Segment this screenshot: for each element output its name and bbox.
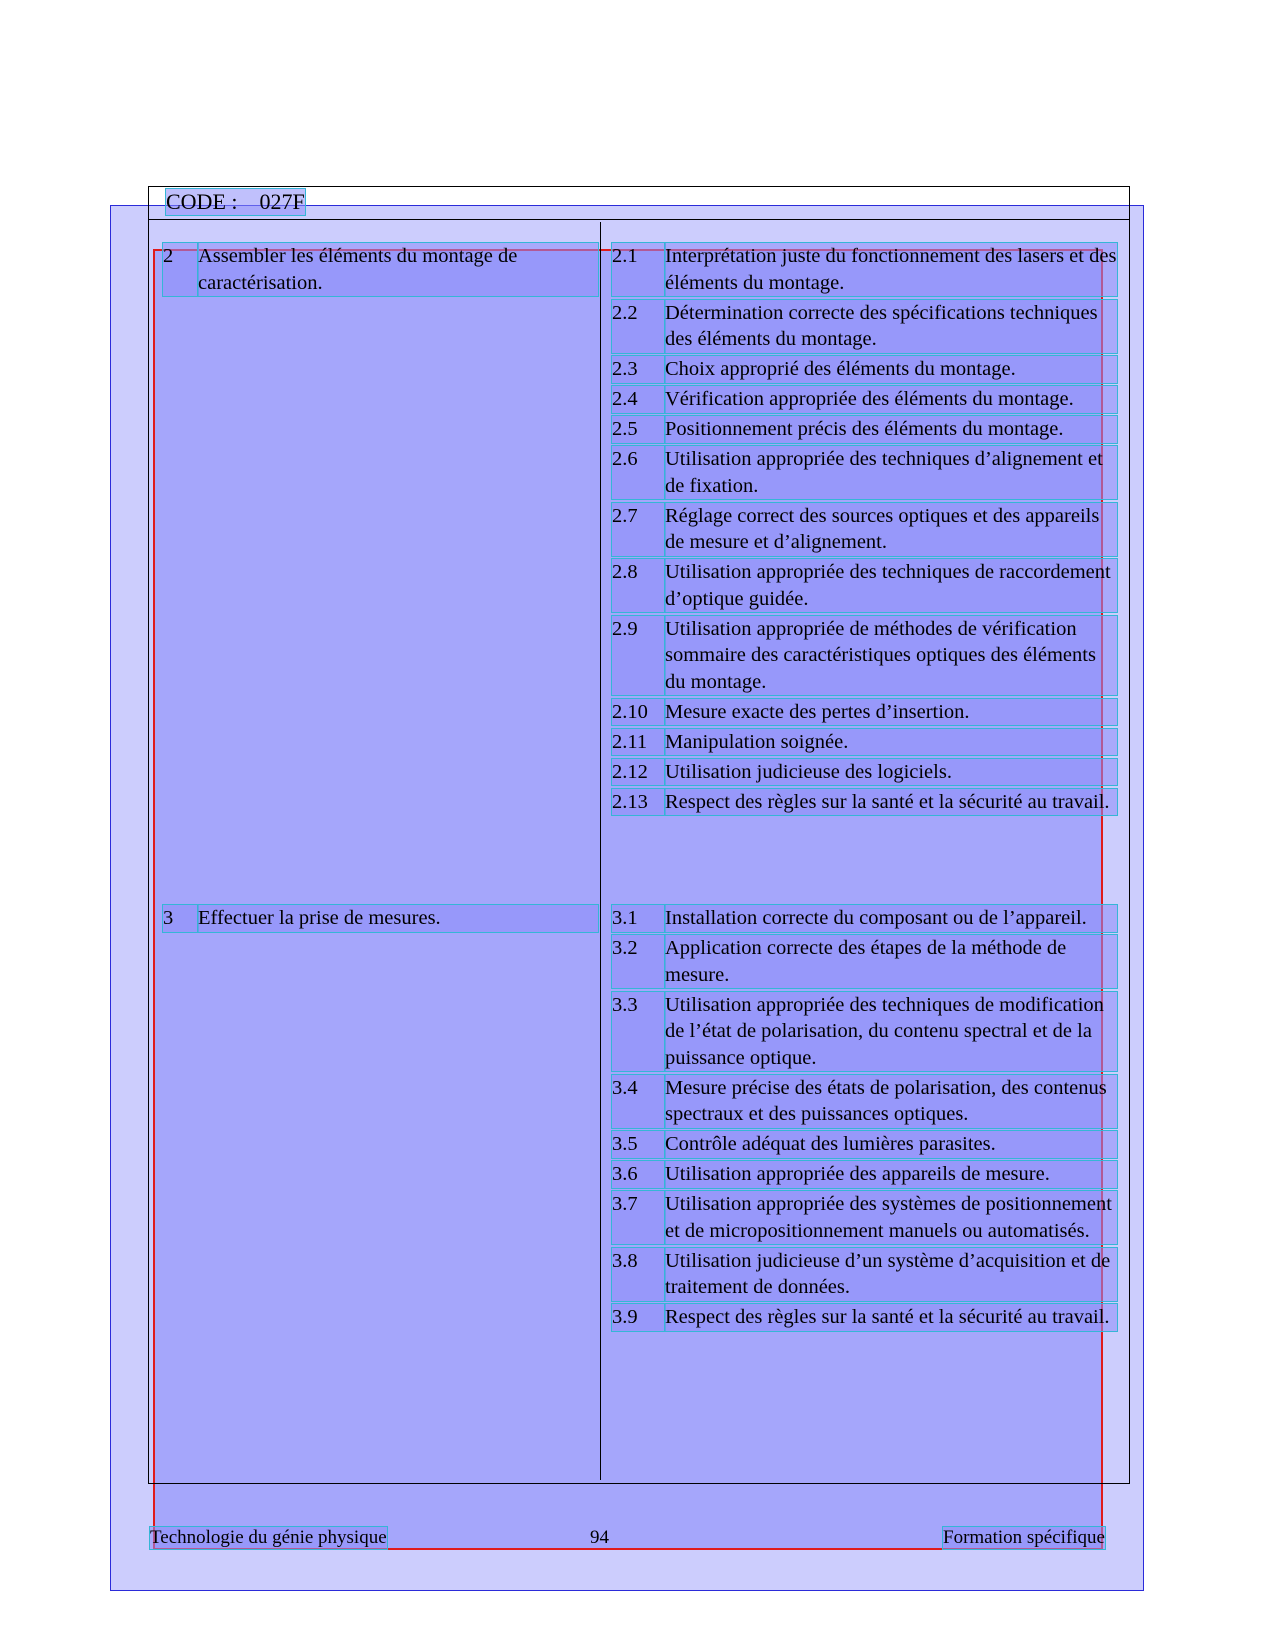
criterion-item bbox=[612, 446, 1117, 499]
criterion-item bbox=[612, 905, 1117, 932]
criterion-number: 2.9 bbox=[612, 616, 665, 696]
footer-left: Technologie du génie physique bbox=[150, 1527, 387, 1548]
criterion-number: 3.6 bbox=[612, 1161, 665, 1188]
criterion-item bbox=[612, 729, 1117, 756]
criterion-number: 2.10 bbox=[612, 699, 665, 726]
criterion-text: Respect des règles sur la santé et la sécurité au travail. bbox=[665, 1304, 1117, 1331]
criterion-number: 3.1 bbox=[612, 905, 665, 932]
criterion-text: Utilisation appropriée des techniques de modification de l’état de polarisation, du contenu spectral et de la puissance optique. bbox=[665, 992, 1117, 1072]
page-number: 94 bbox=[590, 1527, 609, 1548]
criterion-number: 2.1 bbox=[612, 243, 665, 296]
criterion-item bbox=[612, 759, 1117, 786]
criterion-item bbox=[612, 1161, 1117, 1188]
criterion-text: Utilisation appropriée de méthodes de vérification sommaire des caractéristiques optiques des éléments du montage. bbox=[665, 616, 1117, 696]
criterion-text: Utilisation judicieuse d’un système d’acquisition et de traitement de données. bbox=[665, 1248, 1117, 1301]
criterion-text: Manipulation soignée. bbox=[665, 729, 1117, 756]
criterion-number: 2.6 bbox=[612, 446, 665, 499]
criterion-item bbox=[612, 935, 1117, 988]
criterion-number: 2.13 bbox=[612, 789, 665, 816]
criterion-number: 3.2 bbox=[612, 935, 665, 988]
criterion-number: 3.8 bbox=[612, 1248, 665, 1301]
criterion-item bbox=[612, 699, 1117, 726]
criterion-text: Positionnement précis des éléments du montage. bbox=[665, 416, 1117, 443]
objective-item bbox=[163, 243, 598, 296]
criterion-text: Interprétation juste du fonctionnement des lasers et des éléments du montage. bbox=[665, 243, 1117, 296]
criterion-text: Application correcte des étapes de la méthode de mesure. bbox=[665, 935, 1117, 988]
criterion-number: 2.2 bbox=[612, 300, 665, 353]
code-underline bbox=[148, 219, 385, 220]
criterion-text: Utilisation judicieuse des logiciels. bbox=[665, 759, 1117, 786]
criterion-number: 2.5 bbox=[612, 416, 665, 443]
objective-item bbox=[163, 905, 598, 932]
criterion-text: Utilisation appropriée des systèmes de positionnement et de micropositionnement manuels ou automatisés. bbox=[665, 1191, 1117, 1244]
column-divider bbox=[600, 222, 601, 1480]
objective-text: Assembler les éléments du montage de caractérisation. bbox=[198, 243, 598, 296]
criterion-text: Utilisation appropriée des techniques d’alignement et de fixation. bbox=[665, 446, 1117, 499]
code-label: CODE : bbox=[166, 189, 238, 214]
criterion-text: Contrôle adéquat des lumières parasites. bbox=[665, 1131, 1117, 1158]
criterion-text: Installation correcte du composant ou de l’appareil. bbox=[665, 905, 1117, 932]
criterion-item bbox=[612, 243, 1117, 296]
criterion-item bbox=[612, 356, 1117, 383]
criterion-item bbox=[612, 789, 1117, 816]
criterion-item bbox=[612, 992, 1117, 1072]
criterion-number: 2.11 bbox=[612, 729, 665, 756]
criterion-number: 2.3 bbox=[612, 356, 665, 383]
criterion-item bbox=[612, 1075, 1117, 1128]
criterion-text: Mesure exacte des pertes d’insertion. bbox=[665, 699, 1117, 726]
criterion-item bbox=[612, 416, 1117, 443]
footer-right: Formation spécifique bbox=[943, 1527, 1105, 1548]
criterion-item bbox=[612, 1304, 1117, 1331]
criterion-number: 3.9 bbox=[612, 1304, 665, 1331]
objective-number: 3 bbox=[163, 905, 198, 932]
criteria-list-3 bbox=[612, 905, 1117, 1334]
criterion-number: 3.4 bbox=[612, 1075, 665, 1128]
criterion-text: Réglage correct des sources optiques et des appareils de mesure et d’alignement. bbox=[665, 503, 1117, 556]
criterion-number: 2.4 bbox=[612, 386, 665, 413]
criterion-item bbox=[612, 559, 1117, 612]
criterion-number: 3.7 bbox=[612, 1191, 665, 1244]
criterion-number: 2.7 bbox=[612, 503, 665, 556]
criteria-list-2 bbox=[612, 243, 1117, 819]
objective-number: 2 bbox=[163, 243, 198, 296]
criterion-text: Mesure précise des états de polarisation, des contenus spectraux et des puissances optiques. bbox=[665, 1075, 1117, 1128]
criterion-text: Détermination correcte des spécifications techniques des éléments du montage. bbox=[665, 300, 1117, 353]
criterion-text: Vérification appropriée des éléments du montage. bbox=[665, 386, 1117, 413]
criterion-item bbox=[612, 300, 1117, 353]
criterion-item bbox=[612, 1131, 1117, 1158]
criterion-text: Utilisation appropriée des techniques de raccordement d’optique guidée. bbox=[665, 559, 1117, 612]
criterion-item bbox=[612, 386, 1117, 413]
criterion-number: 3.5 bbox=[612, 1131, 665, 1158]
criterion-number: 2.12 bbox=[612, 759, 665, 786]
criterion-text: Utilisation appropriée des appareils de mesure. bbox=[665, 1161, 1117, 1188]
criterion-number: 2.8 bbox=[612, 559, 665, 612]
criterion-item bbox=[612, 503, 1117, 556]
code-value: 027F bbox=[259, 189, 305, 214]
criterion-text: Choix approprié des éléments du montage. bbox=[665, 356, 1117, 383]
criterion-item bbox=[612, 616, 1117, 696]
criterion-number: 3.3 bbox=[612, 992, 665, 1072]
criterion-text: Respect des règles sur la santé et la sécurité au travail. bbox=[665, 789, 1117, 816]
criterion-item bbox=[612, 1248, 1117, 1301]
criterion-item bbox=[612, 1191, 1117, 1244]
code-field bbox=[166, 189, 305, 215]
objective-text: Effectuer la prise de mesures. bbox=[198, 905, 598, 932]
